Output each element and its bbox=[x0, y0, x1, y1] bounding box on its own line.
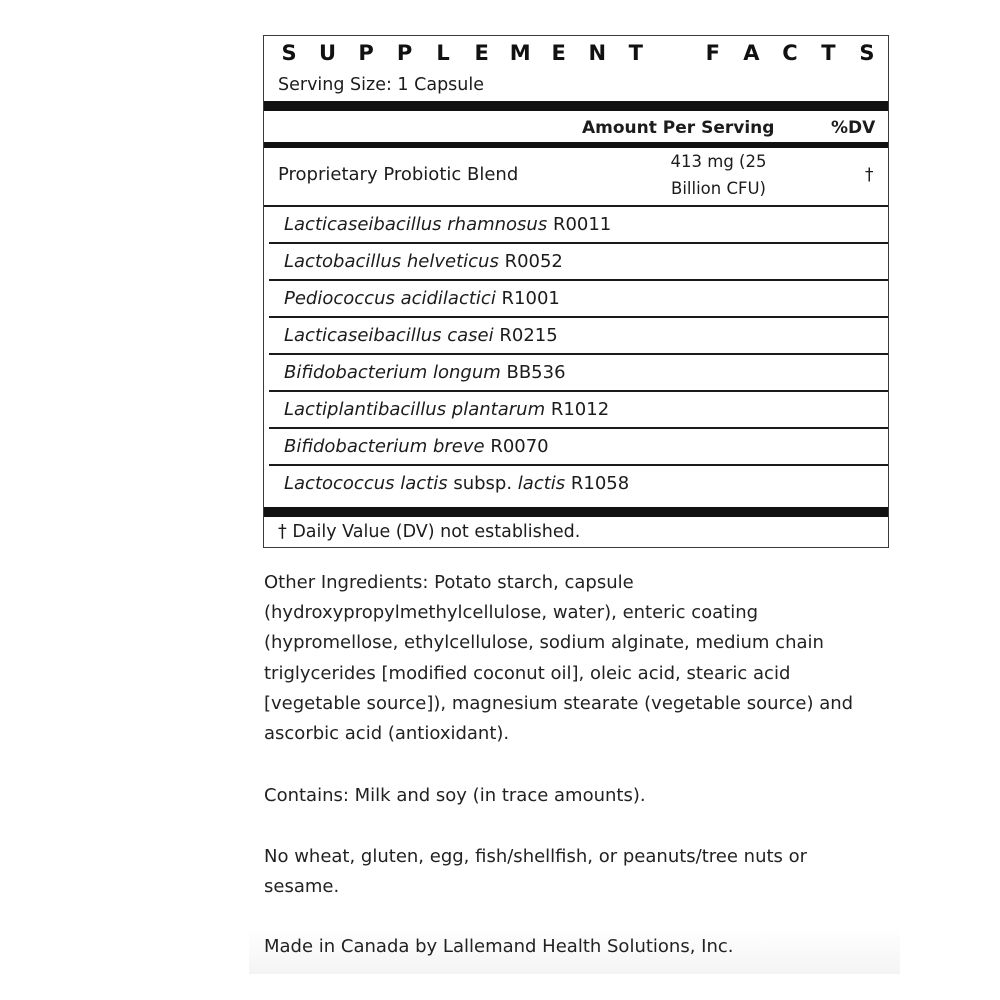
title-letter: N bbox=[588, 41, 607, 65]
title-letter: P bbox=[358, 41, 374, 65]
blend-dv: † bbox=[865, 165, 874, 185]
title-letter: S bbox=[859, 41, 875, 65]
title-letter: U bbox=[319, 41, 337, 65]
medium-divider bbox=[264, 142, 888, 148]
supplement-facts-panel bbox=[263, 35, 889, 548]
thick-divider bbox=[264, 101, 888, 111]
strain-row: Lacticaseibacillus casei R0215 bbox=[264, 318, 888, 355]
contains-statement: Contains: Milk and soy (in trace amounts). bbox=[264, 785, 646, 806]
title-letter: E bbox=[551, 41, 566, 65]
strain-row: Lactobacillus helveticus R0052 bbox=[264, 244, 888, 281]
title-letter: L bbox=[436, 41, 450, 65]
title-letter: A bbox=[743, 41, 760, 65]
strain-row: Bifidobacterium breve R0070 bbox=[264, 429, 888, 466]
strain-row: Lacticaseibacillus rhamnosus R0011 bbox=[264, 207, 888, 244]
panel-title bbox=[278, 41, 878, 65]
blend-amount-line2: Billion CFU) bbox=[671, 179, 766, 198]
title-letter: M bbox=[509, 41, 531, 65]
title-letter: F bbox=[705, 41, 721, 65]
title-letter: T bbox=[628, 41, 643, 65]
blend-amount bbox=[666, 148, 771, 202]
title-letter: S bbox=[281, 41, 297, 65]
title-letter: E bbox=[474, 41, 489, 65]
made-in-text: Made in Canada by Lallemand Health Solutions, Inc. bbox=[264, 936, 734, 957]
strain-row: Pediococcus acidilactici R1001 bbox=[264, 281, 888, 318]
other-ingredients: Other Ingredients: Potato starch, capsule (hydroxypropylmethylcellulose, water), enteric coating (hypromellose, ethylcellulose, sodium alginate, medium chain triglycerides [modified coconut oil], oleic acid, stearic acid [vegetable source]), magnesium stearate (vegetable source) and ascorbic acid (antioxidant). bbox=[264, 572, 854, 745]
blend-amount-line1: 413 mg (25 bbox=[670, 152, 767, 171]
blend-name: Proprietary Probiotic Blend bbox=[278, 164, 519, 185]
amount-per-serving-header: Amount Per Serving bbox=[582, 118, 775, 138]
dv-header: %DV bbox=[831, 118, 876, 138]
title-letter: C bbox=[782, 41, 798, 65]
thick-divider-bottom bbox=[264, 507, 888, 517]
title-letter: T bbox=[821, 41, 836, 65]
title-gap bbox=[663, 41, 685, 65]
allergen-statement: No wheat, gluten, egg, fish/shellfish, or peanuts/tree nuts or sesame. bbox=[264, 846, 808, 898]
footnote: † Daily Value (DV) not established. bbox=[278, 522, 581, 542]
strain-row: Bifidobacterium longum BB536 bbox=[264, 355, 888, 392]
strain-row: Lactiplantibacillus plantarum R1012 bbox=[264, 392, 888, 429]
made-in-band bbox=[249, 928, 900, 974]
title-letter: P bbox=[396, 41, 413, 65]
serving-size: Serving Size: 1 Capsule bbox=[278, 75, 485, 95]
strain-row: Lactococcus lactis subsp. lactis R1058 bbox=[284, 473, 630, 494]
